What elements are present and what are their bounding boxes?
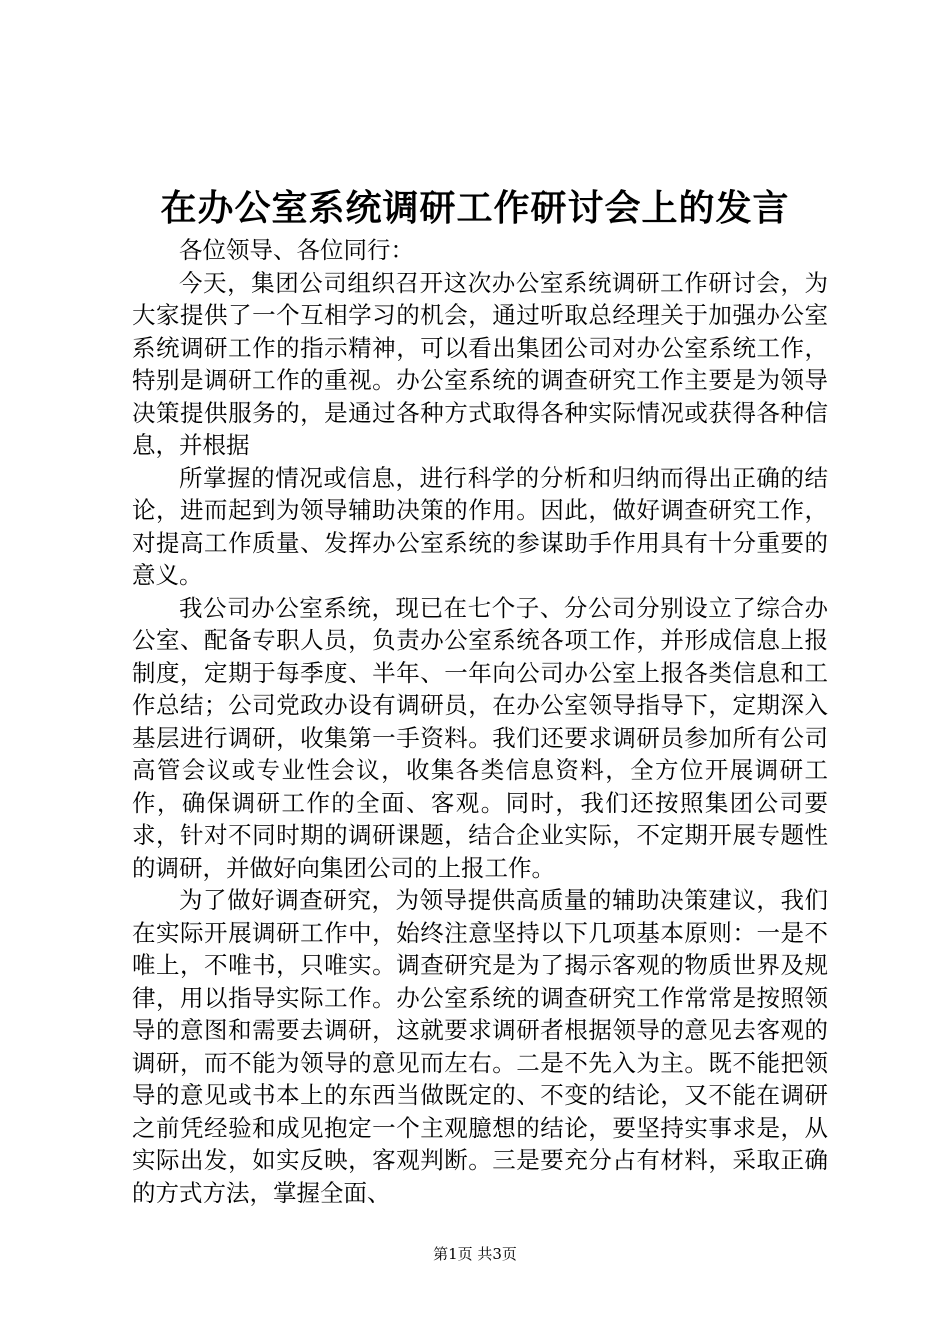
body-paragraph: 所掌握的情况或信息，进行科学的分析和归纳而得出正确的结论，进而起到为领导辅助决策的作用。因此，做好调查研究工作，对提高工作质量、发挥办公室系统的参谋助手作用具有十分重要的意义。 (132, 463, 828, 589)
body-paragraph: 为了做好调查研究，为领导提供高质量的辅助决策建议，我们在实际开展调研工作中，始终注意坚持以下几项基本原则：一是不唯上，不唯书，只唯实。调查研究是为了揭示客观的物质世界及规律，用以指导实际工作。办公室系统的调查研究工作常常是按照领导的意图和需要去调研，这就要求调研者根据领导的意见去客观的调研，而不能为领导的意见而左右。二是不先入为主。既不能把领导的意见或书本上的东西当做既定的、不变的结论，又不能在调研之前凭经验和成见抱定一个主观臆想的结论，要坚持实事求是，从实际出发，如实反映，客观判断。三是要充分占有材料，采取正确的方式方法，掌握全面、 (132, 886, 828, 1207)
body-paragraph: 今天，集团公司组织召开这次办公室系统调研工作研讨会，为大家提供了一个互相学习的机会，通过听取总经理关于加强办公室系统调研工作的指示精神，可以看出集团公司对办公室系统工作，特别是调研工作的重视。办公室系统的调查研究工作主要是为领导决策提供服务的，是通过各种方式取得各种实际情况或获得各种信息，并根据 (132, 268, 828, 459)
salutation-paragraph: 各位领导、各位同行： (179, 236, 414, 264)
document-title: 在办公室系统调研工作研讨会上的发言 (160, 187, 790, 229)
document-body (132, 234, 828, 1209)
page-number-footer: 第1页 共3页 (433, 1245, 517, 1263)
body-paragraph: 我公司办公室系统，现已在七个子、分公司分别设立了综合办公室、配备专职人员，负责办公室系统各项工作，并形成信息上报制度，定期于每季度、半年、一年向公司办公室上报各类信息和工作总结；公司党政办设有调研员，在办公室领导指导下，定期深入基层进行调研，收集第一手资料。我们还要求调研员参加所有公司高管会议或专业性会议，收集各类信息资料，全方位开展调研工作，确保调研工作的全面、客观。同时，我们还按照集团公司要求，针对不同时期的调研课题，结合企业实际，不定期开展专题性的调研，并做好向集团公司的上报工作。 (132, 593, 828, 882)
